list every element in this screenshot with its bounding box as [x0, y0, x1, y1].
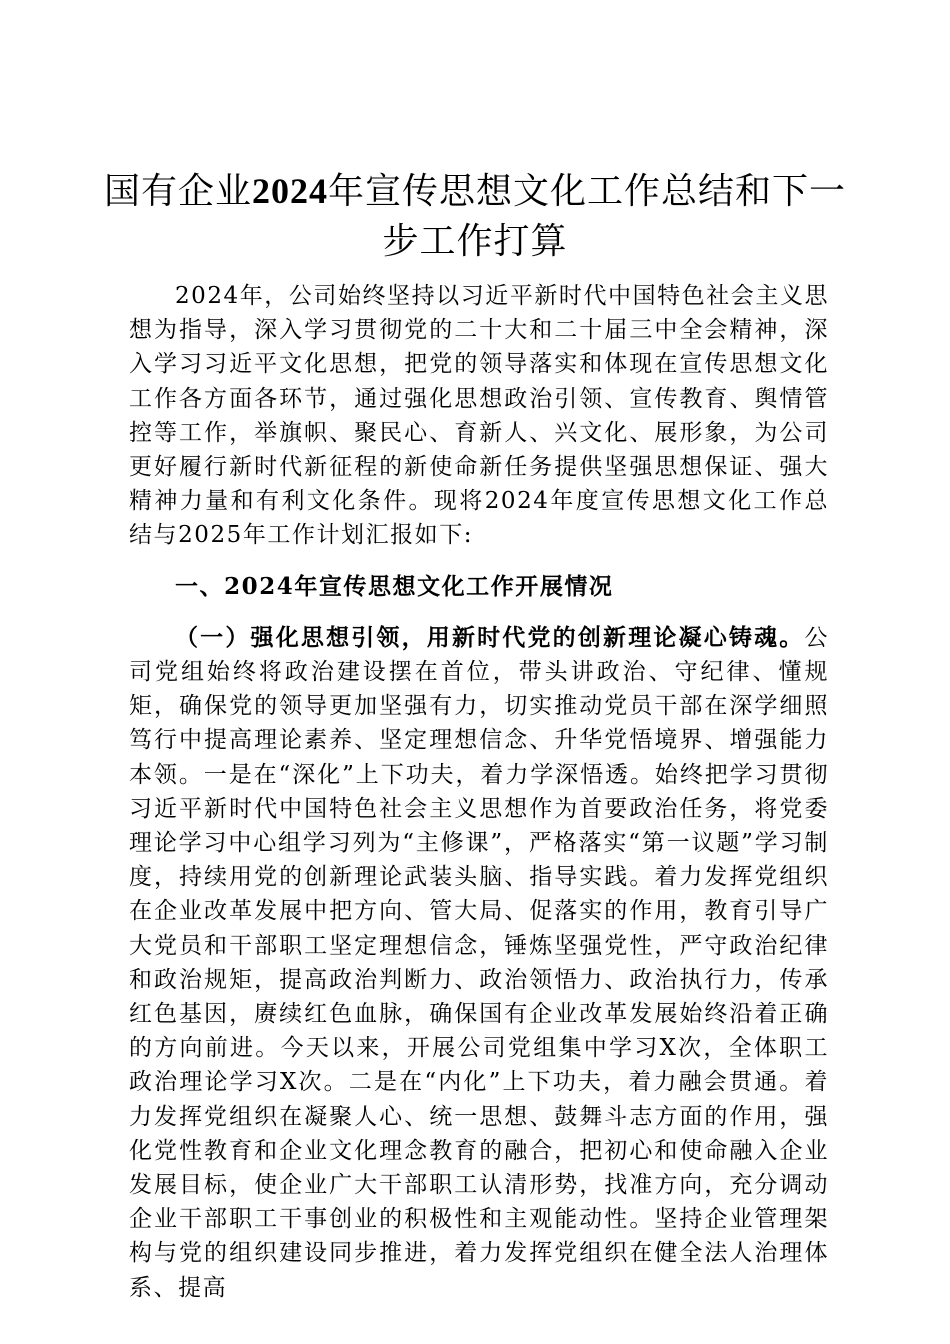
title-part-2: 年宣传思想文化工作总结和下一步工作打算 [328, 171, 847, 262]
section-heading: 一、2024年宣传思想文化工作开展情况 [175, 572, 614, 600]
document-title [100, 166, 850, 267]
subsection-paragraph [129, 621, 829, 1305]
subsection-body: 公司党组始终将政治建设摆在首位，带头讲政治、守纪律、懂规矩，确保党的领导更加坚强有力，切实推动党员干部在深学细照笃行中提高理论素养、坚定理想信念、升华党悟境界、增强能力本领。一是在“深化”上下功夫，着力学深悟透。始终把学习贯彻习近平新时代中国特色社会主义思想作为首要政治任务，将党委理论学习中心组学习列为“主修课”，严格落实“第一议题”学习制度，持续用党的创新理论武装头脑、指导实践。着力发挥党组织在企业改革发展中把方向、管大局、促落实的作用，教育引导广大党员和干部职工坚定理想信念，锤炼坚强党性，严守政治纪律和政治规矩，提高政治判断力、政治领悟力、政治执行力，传承红色基因，赓续红色血脉，确保国有企业改革发展始终沿着正确的方向前进。今天以来，开展公司党组集中学习X次，全体职工政治理论学习X次。二是在“内化”上下功夫，着力融会贯通。着力发挥党组织在凝聚人心、统一思想、鼓舞斗志方面的作用，强化党性教育和企业文化理念教育的融合，把初心和使命融入企业发展目标，使企业广大干部职工认清形势，找准方向，充分调动企业干部职工干事创业的积极性和主观能动性。坚持企业管理架构与党的组织建设同步推进，着力发挥党组织在健全法人治理体系、提高 [129, 624, 829, 1301]
title-year: 2024 [252, 171, 328, 211]
intro-paragraph: 2024年，公司始终坚持以习近平新时代中国特色社会主义思想为指导，深入学习贯彻党的二十大和二十届三中全会精神，深入学习习近平文化思想，把党的领导落实和体现在宣传思想文化工作各方面各环节，通过强化思想政治引领、宣传教育、舆情管控等工作，举旗帜、聚民心、育新人、兴文化、展形象，为公司更好履行新时代新征程的新使命新任务提供坚强思想保证、强大精神力量和有利文化条件。现将2024年度宣传思想文化工作总结与2025年工作计划汇报如下: [129, 283, 829, 549]
subsection-heading: （一）强化思想引领，用新时代党的创新理论凝心铸魂。 [175, 623, 805, 651]
document-body [129, 279, 829, 1305]
title-part-1: 国有企业 [103, 171, 252, 212]
